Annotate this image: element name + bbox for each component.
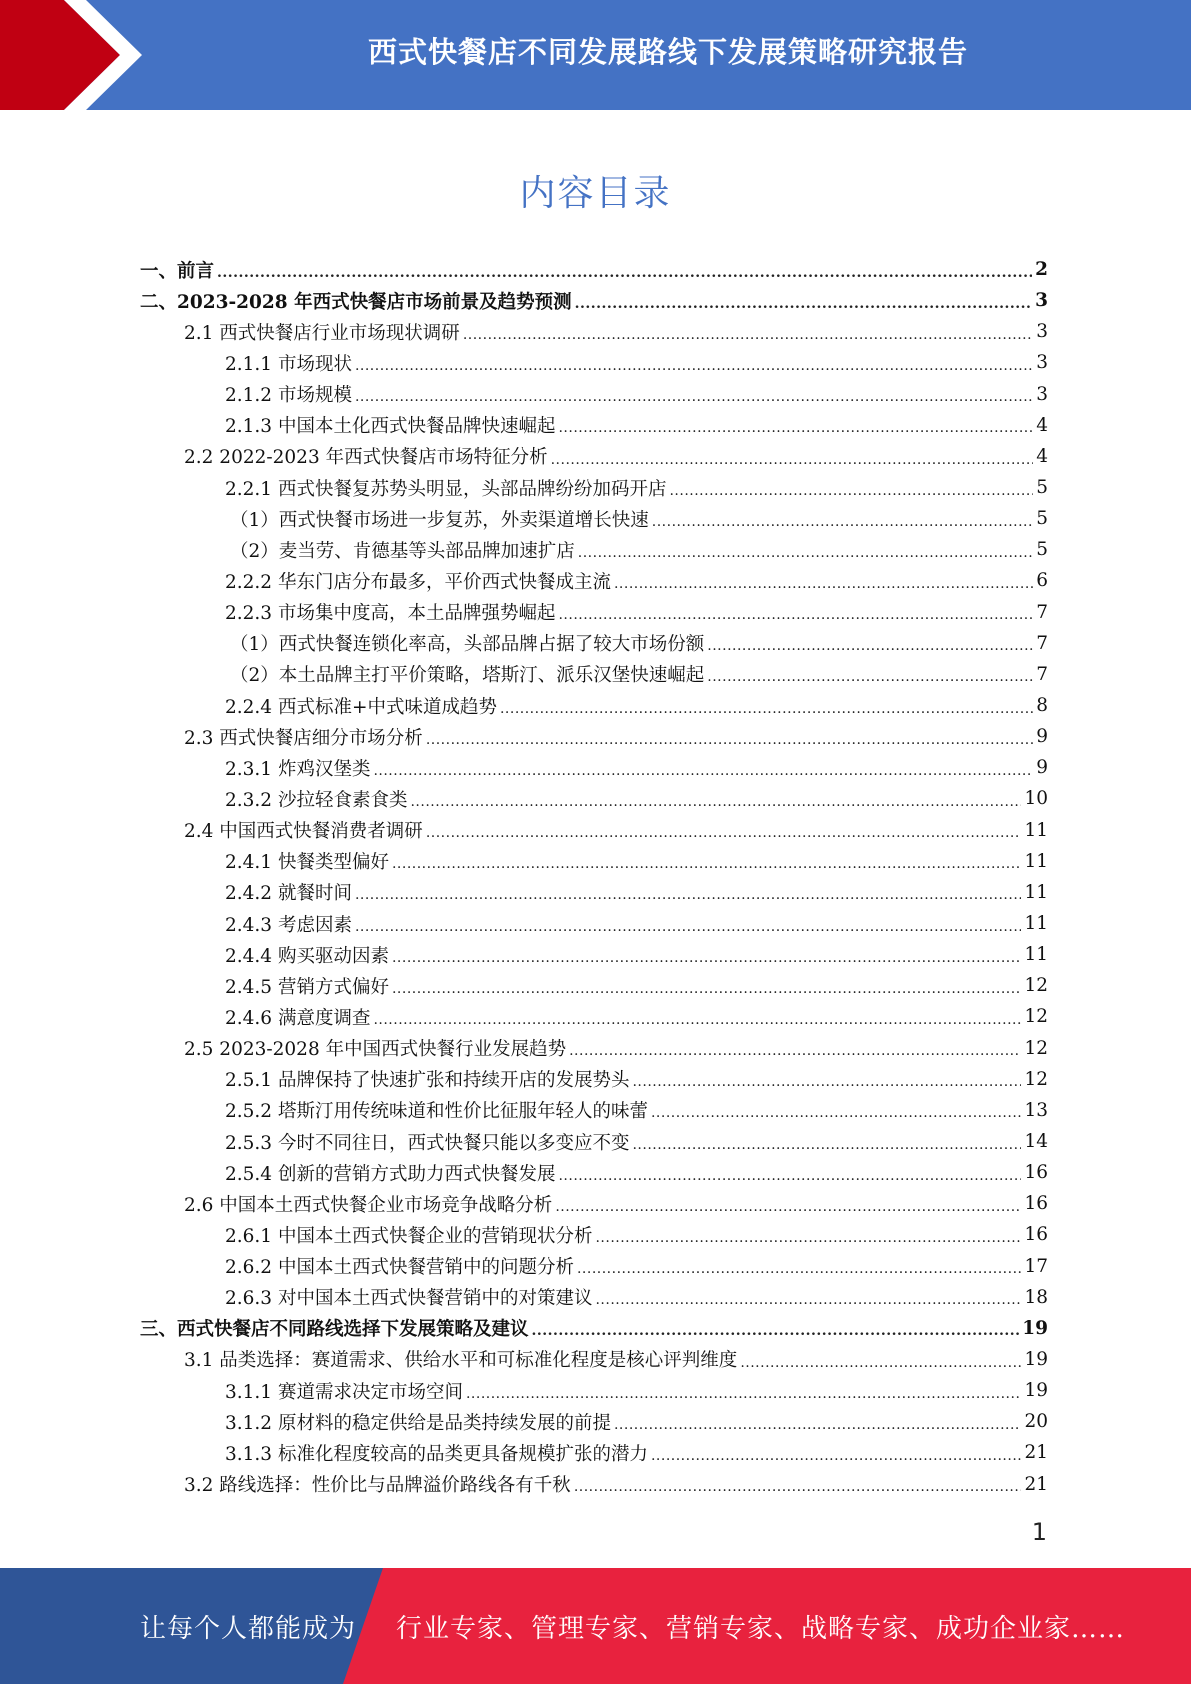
toc-dot-leader bbox=[466, 1380, 1021, 1402]
toc-entry-page: 7 bbox=[1036, 663, 1048, 685]
toc-entry[interactable] bbox=[140, 1095, 1048, 1126]
toc-dot-leader bbox=[707, 632, 1033, 654]
table-of-contents bbox=[140, 254, 1048, 1500]
toc-entry[interactable] bbox=[140, 1251, 1048, 1282]
toc-entry[interactable] bbox=[140, 1126, 1048, 1157]
toc-entry-label: 2.4.5 营销方式偏好 bbox=[225, 976, 389, 998]
toc-entry[interactable] bbox=[140, 970, 1048, 1001]
toc-entry[interactable] bbox=[140, 1001, 1048, 1032]
toc-entry-page: 11 bbox=[1024, 819, 1048, 841]
toc-dot-leader bbox=[373, 1006, 1021, 1028]
toc-entry-label: 2.5.4 创新的营销方式助力西式快餐发展 bbox=[225, 1163, 556, 1185]
toc-entry[interactable] bbox=[140, 1157, 1048, 1188]
toc-entry[interactable] bbox=[140, 1219, 1048, 1250]
toc-entry[interactable] bbox=[140, 628, 1048, 659]
toc-dot-leader bbox=[651, 1442, 1021, 1464]
toc-dot-leader bbox=[574, 1473, 1022, 1495]
toc-entry-label: 2.4.3 考虑因素 bbox=[225, 914, 352, 936]
toc-entry-page: 12 bbox=[1024, 1068, 1048, 1090]
toc-entry-label: 2.4.2 就餐时间 bbox=[225, 883, 352, 905]
toc-entry-label: 2.5.2 塔斯汀用传统味道和性价比征服年轻人的味蕾 bbox=[225, 1101, 648, 1123]
toc-entry-label: 3.1.3 标准化程度较高的品类更具备规模扩张的潜力 bbox=[225, 1443, 648, 1465]
toc-entry-label: （1）西式快餐市场进一步复苏，外卖渠道增长快速 bbox=[230, 509, 649, 531]
toc-entry-page: 11 bbox=[1024, 850, 1048, 872]
toc-entry[interactable] bbox=[140, 503, 1048, 534]
toc-dot-leader bbox=[575, 290, 1033, 312]
toc-entry-label: 2.2.3 市场集中度高，本土品牌强势崛起 bbox=[225, 603, 556, 625]
toc-entry[interactable] bbox=[140, 939, 1048, 970]
toc-dot-leader bbox=[707, 663, 1033, 685]
header-banner bbox=[0, 0, 1191, 110]
toc-entry-page: 9 bbox=[1036, 726, 1048, 748]
toc-entry-label: 2.4 中国西式快餐消费者调研 bbox=[184, 821, 423, 843]
toc-dot-leader bbox=[740, 1348, 1021, 1370]
toc-entry[interactable] bbox=[140, 316, 1048, 347]
toc-dot-leader bbox=[652, 508, 1033, 530]
toc-entry-label: （2）麦当劳、肯德基等头部品牌加速扩店 bbox=[230, 540, 575, 562]
toc-entry-page: 20 bbox=[1024, 1411, 1048, 1433]
toc-dot-leader bbox=[392, 944, 1021, 966]
report-title: 西式快餐店不同发展路线下发展策略研究报告 bbox=[367, 34, 968, 69]
toc-entry[interactable] bbox=[140, 1282, 1048, 1313]
toc-entry-label: 2.5.1 品牌保持了快速扩张和持续开店的发展势头 bbox=[225, 1070, 630, 1092]
toc-entry-page: 2 bbox=[1035, 259, 1048, 281]
toc-entry-page: 3 bbox=[1035, 290, 1048, 312]
toc-entry-page: 7 bbox=[1036, 632, 1048, 654]
toc-entry-label: 2.1 西式快餐店行业市场现状调研 bbox=[184, 322, 460, 344]
toc-entry-label: 2.4.6 满意度调查 bbox=[225, 1007, 371, 1029]
toc-entry-label: 2.3.1 炸鸡汉堡类 bbox=[225, 758, 371, 780]
toc-entry[interactable] bbox=[140, 908, 1048, 939]
toc-entry-label: 3.2 路线选择：性价比与品牌溢价路线各有千秋 bbox=[184, 1475, 571, 1497]
toc-entry[interactable] bbox=[140, 1033, 1048, 1064]
toc-dot-leader bbox=[558, 601, 1033, 623]
toc-entry[interactable] bbox=[140, 877, 1048, 908]
footer-banner bbox=[0, 1568, 1191, 1684]
toc-dot-leader bbox=[426, 726, 1033, 748]
toc-entry-page: 19 bbox=[1024, 1380, 1048, 1402]
toc-dot-leader bbox=[355, 881, 1022, 903]
toc-entry-label: 3.1.1 赛道需求决定市场空间 bbox=[225, 1381, 463, 1403]
toc-dot-leader bbox=[373, 757, 1033, 779]
toc-entry-page: 3 bbox=[1036, 321, 1048, 343]
toc-entry-page: 13 bbox=[1024, 1099, 1048, 1121]
toc-entry[interactable] bbox=[140, 1437, 1048, 1468]
toc-entry[interactable] bbox=[140, 534, 1048, 565]
toc-entry-page: 5 bbox=[1036, 539, 1048, 561]
toc-entry[interactable] bbox=[140, 659, 1048, 690]
toc-entry-page: 12 bbox=[1024, 975, 1048, 997]
toc-entry[interactable] bbox=[140, 752, 1048, 783]
toc-dot-leader bbox=[558, 1162, 1021, 1184]
toc-entry-label: 3.1 品类选择：赛道需求、供给水平和可标准化程度是核心评判维度 bbox=[184, 1350, 738, 1372]
toc-entry[interactable] bbox=[140, 565, 1048, 596]
toc-entry-page: 7 bbox=[1036, 601, 1048, 623]
toc-entry[interactable] bbox=[140, 1313, 1048, 1344]
toc-entry-page: 12 bbox=[1024, 1037, 1048, 1059]
toc-dot-leader bbox=[595, 1224, 1021, 1246]
toc-entry[interactable] bbox=[140, 1375, 1048, 1406]
toc-entry[interactable] bbox=[140, 472, 1048, 503]
footer-slogan-left: 让每个人都能成为 bbox=[140, 1613, 357, 1644]
toc-dot-leader bbox=[614, 1411, 1021, 1433]
toc-entry-label: 2.3 西式快餐店细分市场分析 bbox=[184, 727, 423, 749]
toc-dot-leader bbox=[392, 975, 1021, 997]
toc-dot-leader bbox=[555, 1193, 1021, 1215]
toc-entry-page: 5 bbox=[1036, 477, 1048, 499]
toc-entry-label: 2.2.1 西式快餐复苏势头明显，头部品牌纷纷加码开店 bbox=[225, 478, 667, 500]
toc-dot-leader bbox=[392, 850, 1021, 872]
toc-entry-page: 11 bbox=[1024, 913, 1048, 935]
footer-slogan-right: 行业专家、管理专家、营销专家、战略专家、成功企业家…… bbox=[396, 1613, 1126, 1644]
toc-entry-label: 2.5 2023-2028 年中国西式快餐行业发展趋势 bbox=[184, 1039, 567, 1061]
toc-entry-label: 2.6.2 中国本土西式快餐营销中的问题分析 bbox=[225, 1257, 574, 1279]
toc-dot-leader bbox=[551, 445, 1034, 467]
toc-entry-page: 18 bbox=[1024, 1286, 1048, 1308]
toc-entry-label: 2.4.1 快餐类型偏好 bbox=[225, 852, 389, 874]
toc-entry-page: 19 bbox=[1022, 1317, 1048, 1339]
toc-entry-page: 4 bbox=[1036, 445, 1048, 467]
toc-entry-page: 11 bbox=[1024, 881, 1048, 903]
page-title: 内容目录 bbox=[519, 173, 672, 214]
toc-entry-label: 2.6.3 对中国本土西式快餐营销中的对策建议 bbox=[225, 1288, 593, 1310]
toc-dot-leader bbox=[355, 383, 1033, 405]
toc-entry[interactable] bbox=[140, 815, 1048, 846]
toc-entry-page: 21 bbox=[1024, 1442, 1048, 1464]
toc-entry-page: 5 bbox=[1036, 508, 1048, 530]
toc-entry-page: 9 bbox=[1036, 757, 1048, 779]
toc-entry-page: 21 bbox=[1024, 1473, 1048, 1495]
toc-entry-label: 2.6 中国本土西式快餐企业市场竞争战略分析 bbox=[184, 1194, 553, 1216]
toc-entry[interactable] bbox=[140, 1468, 1048, 1499]
page-number: 1 bbox=[1031, 1518, 1047, 1546]
toc-entry-page: 3 bbox=[1036, 383, 1048, 405]
toc-entry-page: 8 bbox=[1036, 695, 1048, 717]
toc-entry[interactable] bbox=[140, 441, 1048, 472]
toc-entry[interactable] bbox=[140, 846, 1048, 877]
toc-entry-label: 2.4.4 购买驱动因素 bbox=[225, 945, 389, 967]
toc-entry-page: 16 bbox=[1024, 1162, 1048, 1184]
toc-entry[interactable] bbox=[140, 1188, 1048, 1219]
toc-dot-leader bbox=[532, 1317, 1020, 1339]
toc-entry-page: 10 bbox=[1024, 788, 1048, 810]
arrow-logo-icon bbox=[0, 0, 160, 110]
toc-entry-page: 4 bbox=[1036, 414, 1048, 436]
toc-entry-label: 2.3.2 沙拉轻食素食类 bbox=[225, 789, 408, 811]
toc-entry[interactable] bbox=[140, 597, 1048, 628]
toc-dot-leader bbox=[463, 321, 1033, 343]
toc-entry[interactable] bbox=[140, 1064, 1048, 1095]
toc-entry[interactable] bbox=[140, 783, 1048, 814]
toc-entry[interactable] bbox=[140, 347, 1048, 378]
toc-entry-label: （2）本土品牌主打平价策略，塔斯汀、派乐汉堡快速崛起 bbox=[230, 665, 705, 687]
toc-entry-label: 2.5.3 今时不同往日，西式快餐只能以多变应不变 bbox=[225, 1132, 630, 1154]
toc-entry-page: 16 bbox=[1024, 1193, 1048, 1215]
toc-dot-leader bbox=[578, 539, 1033, 561]
toc-dot-leader bbox=[426, 819, 1022, 841]
toc-dot-leader bbox=[614, 570, 1033, 592]
toc-entry[interactable] bbox=[140, 254, 1048, 285]
toc-entry-label: 一、前言 bbox=[140, 260, 215, 282]
toc-dot-leader bbox=[569, 1037, 1021, 1059]
toc-entry-label: 3.1.2 原材料的稳定供给是品类持续发展的前提 bbox=[225, 1412, 611, 1434]
toc-entry[interactable] bbox=[140, 1406, 1048, 1437]
toc-dot-leader bbox=[410, 788, 1021, 810]
toc-entry-label: 2.6.1 中国本土西式快餐企业的营销现状分析 bbox=[225, 1225, 593, 1247]
toc-entry-label: 2.1.2 市场规模 bbox=[225, 385, 352, 407]
toc-entry-page: 19 bbox=[1024, 1348, 1048, 1370]
toc-entry-label: 2.1.3 中国本土化西式快餐品牌快速崛起 bbox=[225, 416, 556, 438]
toc-entry-page: 14 bbox=[1024, 1131, 1048, 1152]
toc-entry-page: 12 bbox=[1024, 1006, 1048, 1028]
toc-entry[interactable] bbox=[140, 690, 1048, 721]
toc-entry[interactable] bbox=[140, 410, 1048, 441]
toc-dot-leader bbox=[355, 352, 1033, 374]
toc-entry-label: 2.2.2 华东门店分布最多，平价西式快餐成主流 bbox=[225, 571, 611, 593]
toc-entry[interactable] bbox=[140, 285, 1048, 316]
toc-entry-label: 2.2.4 西式标准+中式味道成趋势 bbox=[225, 696, 497, 718]
toc-entry-page: 3 bbox=[1036, 352, 1048, 374]
toc-dot-leader bbox=[355, 912, 1022, 934]
toc-entry-label: 2.2 2022-2023 年西式快餐店市场特征分析 bbox=[184, 447, 548, 469]
toc-entry[interactable] bbox=[140, 721, 1048, 752]
toc-entry-label: （1）西式快餐连锁化率高，头部品牌占据了较大市场份额 bbox=[230, 634, 705, 656]
toc-dot-leader bbox=[500, 694, 1033, 716]
toc-entry-page: 11 bbox=[1024, 944, 1048, 966]
toc-dot-leader bbox=[669, 476, 1033, 498]
toc-dot-leader bbox=[595, 1286, 1021, 1308]
toc-dot-leader bbox=[217, 258, 1032, 280]
toc-dot-leader bbox=[558, 414, 1033, 436]
toc-entry-page: 16 bbox=[1024, 1224, 1048, 1246]
toc-dot-leader bbox=[632, 1068, 1021, 1090]
toc-dot-leader bbox=[577, 1255, 1021, 1277]
toc-dot-leader bbox=[651, 1099, 1021, 1121]
toc-entry-page: 17 bbox=[1024, 1255, 1048, 1277]
toc-entry[interactable] bbox=[140, 379, 1048, 410]
toc-dot-leader bbox=[632, 1130, 1021, 1152]
toc-entry-page: 6 bbox=[1036, 570, 1048, 592]
toc-entry-label: 2.1.1 市场现状 bbox=[225, 353, 352, 375]
toc-entry-label: 三、西式快餐店不同路线选择下发展策略及建议 bbox=[140, 1319, 529, 1341]
toc-entry[interactable] bbox=[140, 1344, 1048, 1375]
toc-entry-label: 二、2023-2028 年西式快餐店市场前景及趋势预测 bbox=[140, 291, 572, 313]
